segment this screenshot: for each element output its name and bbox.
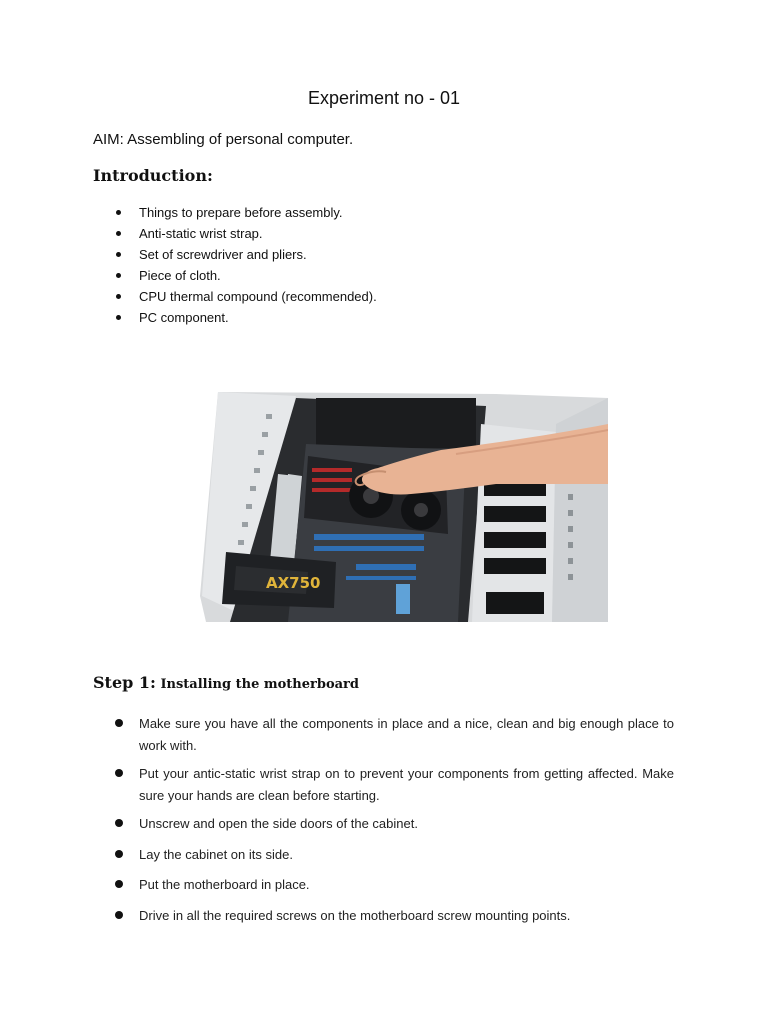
- list-item-text: Piece of cloth.: [139, 268, 221, 283]
- bullet-icon: [116, 231, 121, 236]
- pc-assembly-photo: [196, 384, 608, 622]
- list-item: [110, 713, 674, 756]
- list-item-text: PC component.: [139, 310, 229, 325]
- aim-label: AIM:: [93, 131, 124, 148]
- list-item: [110, 286, 377, 307]
- bullet-icon: [116, 210, 121, 215]
- introduction-list: [110, 202, 377, 328]
- list-item: [110, 223, 377, 244]
- page-title: Experiment no - 01: [307, 88, 461, 108]
- bullet-icon: [115, 719, 123, 727]
- bullet-icon: [116, 294, 121, 299]
- bullet-icon: [115, 769, 123, 777]
- bullet-icon: [115, 819, 123, 827]
- bullet-icon: [116, 273, 121, 278]
- list-item-text: Unscrew and open the side doors of the cabinet.: [139, 816, 418, 831]
- list-item: [110, 874, 674, 896]
- list-item: [110, 202, 377, 223]
- list-item: [110, 244, 377, 265]
- bullet-icon: [115, 880, 123, 888]
- list-item-text: Lay the cabinet on its side.: [139, 846, 293, 862]
- list-item-text: Set of screwdriver and pliers.: [139, 247, 307, 262]
- step1-label: Step 1:: [93, 673, 156, 692]
- list-item-text: Anti-static wrist strap.: [139, 226, 263, 241]
- bullet-icon: [116, 315, 121, 320]
- step1-heading: [93, 673, 359, 692]
- psu-label: AX750: [266, 574, 321, 592]
- aim-line: [93, 131, 353, 148]
- list-item-text: Put your antic-static wrist strap on to prevent your components from getting affected. Make sure your hands are clean before starting.: [139, 766, 674, 803]
- step1-list: [110, 713, 674, 926]
- step1-subtitle: Installing the motherboard: [155, 677, 359, 692]
- list-item-text: Make sure you have all the components in place and a nice, clean and big enough place to work with.: [139, 716, 674, 753]
- list-item: [110, 763, 674, 806]
- list-item-text: Things to prepare before assembly.: [139, 205, 343, 220]
- list-item-text: CPU thermal compound (recommended).: [139, 289, 377, 304]
- list-item: [110, 844, 674, 866]
- bullet-icon: [115, 850, 123, 858]
- list-item: [110, 307, 377, 328]
- aim-text: Assembling of personal computer.: [123, 131, 354, 148]
- bullet-icon: [115, 911, 123, 919]
- list-item: [110, 265, 377, 286]
- list-item-text: Put the motherboard in place.: [139, 877, 310, 892]
- bullet-icon: [116, 252, 121, 257]
- list-item: [110, 905, 674, 927]
- introduction-heading: Introduction:: [93, 166, 213, 185]
- list-item-text: Drive in all the required screws on the motherboard screw mounting points.: [139, 907, 571, 923]
- list-item: [110, 813, 674, 835]
